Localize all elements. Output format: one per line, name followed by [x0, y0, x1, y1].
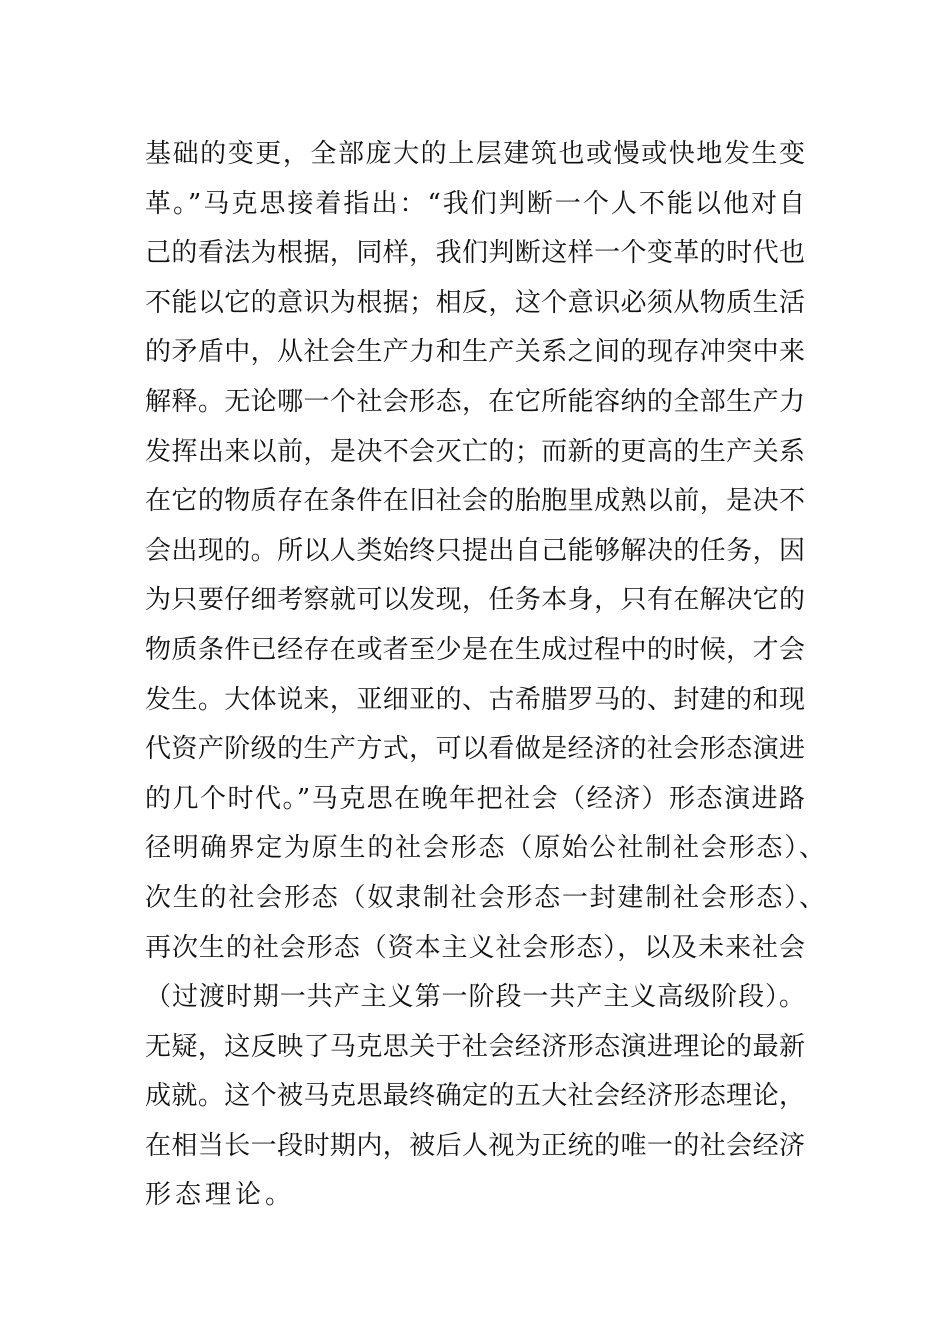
text-line: 基础的变更，全部庞大的上层建筑也或慢或快地发生变 [145, 139, 805, 169]
text-line: 为只要仔细考察就可以发现，任务本身，只有在解决它的 [145, 585, 805, 616]
text-line: 的矛盾中，从社会生产力和生产关系之间的现存冲突中来 [145, 337, 805, 368]
text-line: （过渡时期一共产主义第一阶段一共产主义高级阶段）。 [145, 982, 805, 1013]
document-body [145, 130, 825, 1221]
text-line: 革。”马克思接着指出：“我们判断一个人不能以他对自 [145, 188, 805, 219]
text-line: 的几个时代。”马克思在晚年把社会（经济）形态演进路 [145, 783, 805, 814]
text-line: 己的看法为根据，同样，我们判断这样一个变革的时代也 [145, 238, 805, 269]
text-line: 会出现的。所以人类始终只提出自己能够解决的任务，因 [145, 535, 805, 566]
text-line: 在它的物质存在条件在旧社会的胎胞里成熟以前，是决不 [145, 486, 805, 517]
text-line: 形态理论。 [145, 1180, 296, 1211]
text-line: 发挥出来以前，是决不会灭亡的；而新的更高的生产关系 [145, 436, 805, 467]
text-line: 在相当长一段时期内，被后人视为正统的唯一的社会经济 [145, 1130, 805, 1161]
text-line: 发生。大体说来，亚细亚的、古希腊罗马的、封建的和现 [145, 684, 805, 715]
text-line: 成就。这个被马克思最终确定的五大社会经济形态理论， [145, 1081, 805, 1112]
text-line: 代资产阶级的生产方式，可以看做是经济的社会形态演进 [145, 734, 805, 765]
text-line: 径明确界定为原生的社会形态（原始公社制社会形态）、 [145, 833, 825, 864]
text-line: 再次生的社会形态（资本主义社会形态），以及未来社会 [145, 932, 805, 963]
text-line: 次生的社会形态（奴隶制社会形态一封建制社会形态）、 [145, 882, 825, 913]
text-line: 不能以它的意识为根据；相反，这个意识必须从物质生活 [145, 287, 805, 318]
text-line: 无疑，这反映了马克思关于社会经济形态演进理论的最新 [145, 1031, 805, 1062]
text-line: 解释。无论哪一个社会形态，在它所能容纳的全部生产力 [145, 386, 805, 417]
text-line: 物质条件已经存在或者至少是在生成过程中的时候，才会 [145, 634, 805, 665]
